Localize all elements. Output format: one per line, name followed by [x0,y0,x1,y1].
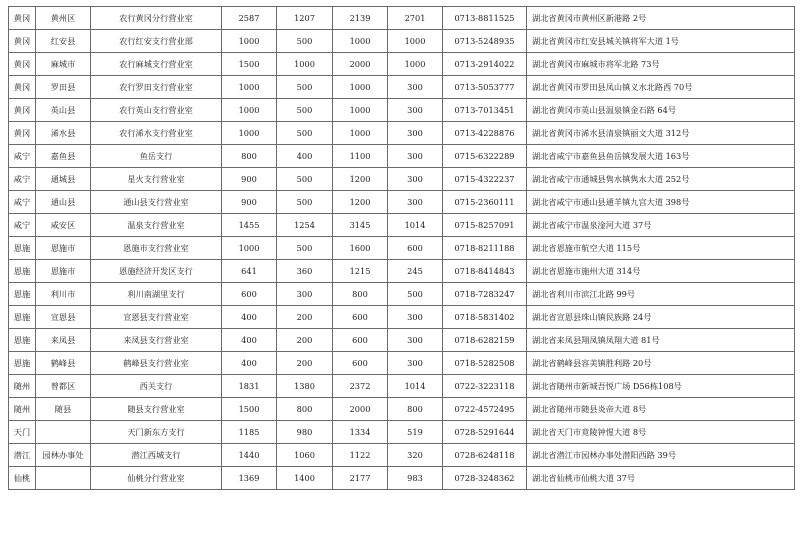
value-1-cell: 1440 [222,444,277,467]
table-row [9,214,795,237]
district-cell: 鹤峰县 [36,352,91,375]
city-cell: 天门 [9,421,36,444]
district-cell: 随县 [36,398,91,421]
branch-name-cell: 宣恩县支行营业室 [91,306,222,329]
value-2-cell: 400 [277,145,333,168]
table-row [9,191,795,214]
table-row [9,145,795,168]
value-3-cell: 1600 [333,237,388,260]
city-cell: 咸宁 [9,191,36,214]
value-3-cell: 1000 [333,76,388,99]
district-cell: 来凤县 [36,329,91,352]
value-3-cell: 2139 [333,7,388,30]
city-cell: 恩施 [9,329,36,352]
address-cell: 湖北省利川市滨江北路 99号 [527,283,795,306]
address-cell: 湖北省咸宁市温泉淦河大道 37号 [527,214,795,237]
value-2-cell: 200 [277,306,333,329]
value-1-cell: 400 [222,352,277,375]
branch-name-cell: 星火支行营业室 [91,168,222,191]
value-2-cell: 500 [277,30,333,53]
value-3-cell: 800 [333,283,388,306]
table-row [9,398,795,421]
district-cell: 嘉鱼县 [36,145,91,168]
city-cell: 黄冈 [9,7,36,30]
value-3-cell: 1200 [333,191,388,214]
district-cell: 园林办事处 [36,444,91,467]
value-4-cell: 1000 [388,53,443,76]
address-cell: 湖北省咸宁市通城县隽水镇隽水大道 252号 [527,168,795,191]
phone-cell: 0718-8414843 [443,260,527,283]
value-2-cell: 1060 [277,444,333,467]
city-cell: 随州 [9,375,36,398]
branch-name-cell: 恩施市支行营业室 [91,237,222,260]
value-2-cell: 1000 [277,53,333,76]
phone-cell: 0715-8257091 [443,214,527,237]
value-4-cell: 983 [388,467,443,490]
value-1-cell: 1000 [222,30,277,53]
value-4-cell: 245 [388,260,443,283]
city-cell: 咸宁 [9,214,36,237]
phone-cell: 0715-6322289 [443,145,527,168]
value-1-cell: 800 [222,145,277,168]
phone-cell: 0713-8811525 [443,7,527,30]
value-4-cell: 300 [388,168,443,191]
district-cell: 咸安区 [36,214,91,237]
address-cell: 湖北省黄冈市英山县温泉镇金石路 64号 [527,99,795,122]
address-cell: 湖北省恩施市施州大道 314号 [527,260,795,283]
branch-name-cell: 潜江西城支行 [91,444,222,467]
value-3-cell: 2000 [333,398,388,421]
value-3-cell: 2372 [333,375,388,398]
branch-table [8,6,795,490]
value-1-cell: 1000 [222,99,277,122]
value-1-cell: 1000 [222,237,277,260]
table-row [9,306,795,329]
city-cell: 仙桃 [9,467,36,490]
branch-name-cell: 通山县支行营业室 [91,191,222,214]
district-cell: 黄州区 [36,7,91,30]
branch-name-cell: 随县支行营业室 [91,398,222,421]
table-row [9,237,795,260]
value-2-cell: 500 [277,237,333,260]
city-cell: 黄冈 [9,30,36,53]
branch-name-cell: 鱼岳支行 [91,145,222,168]
table-row [9,30,795,53]
value-1-cell: 400 [222,306,277,329]
value-4-cell: 600 [388,237,443,260]
address-cell: 湖北省咸宁市嘉鱼县鱼岳镇发展大道 163号 [527,145,795,168]
value-4-cell: 1000 [388,30,443,53]
city-cell: 黄冈 [9,76,36,99]
city-cell: 恩施 [9,306,36,329]
city-cell: 咸宁 [9,168,36,191]
value-3-cell: 1215 [333,260,388,283]
value-2-cell: 1400 [277,467,333,490]
branch-name-cell: 农行红安支行营业部 [91,30,222,53]
table-row [9,168,795,191]
city-cell: 黄冈 [9,122,36,145]
document-page [8,6,795,490]
value-1-cell: 1500 [222,53,277,76]
address-cell: 湖北省黄冈市麻城市将军北路 73号 [527,53,795,76]
table-row [9,260,795,283]
phone-cell: 0728-3248362 [443,467,527,490]
address-cell: 湖北省宣恩县珠山镇民族路 24号 [527,306,795,329]
table-body [9,7,795,490]
phone-cell: 0728-6248118 [443,444,527,467]
value-1-cell: 1000 [222,76,277,99]
value-1-cell: 900 [222,191,277,214]
branch-name-cell: 农行黄冈分行营业室 [91,7,222,30]
city-cell: 随州 [9,398,36,421]
city-cell: 恩施 [9,352,36,375]
table-row [9,329,795,352]
branch-name-cell: 利川南湖里支行 [91,283,222,306]
phone-cell: 0713-5053777 [443,76,527,99]
value-3-cell: 1122 [333,444,388,467]
value-3-cell: 600 [333,352,388,375]
value-2-cell: 800 [277,398,333,421]
district-cell: 利川市 [36,283,91,306]
city-cell: 咸宁 [9,145,36,168]
address-cell: 湖北省黄冈市黄州区新港路 2号 [527,7,795,30]
phone-cell: 0718-5831402 [443,306,527,329]
branch-name-cell: 农行浠水支行营业室 [91,122,222,145]
phone-cell: 0718-5282508 [443,352,527,375]
table-row [9,99,795,122]
table-row [9,421,795,444]
value-2-cell: 1207 [277,7,333,30]
phone-cell: 0728-5291644 [443,421,527,444]
branch-name-cell: 西关支行 [91,375,222,398]
value-4-cell: 800 [388,398,443,421]
value-3-cell: 1000 [333,99,388,122]
phone-cell: 0713-2914022 [443,53,527,76]
phone-cell: 0713-5248935 [443,30,527,53]
address-cell: 湖北省天门市竟陵钟惺大道 8号 [527,421,795,444]
value-1-cell: 1000 [222,122,277,145]
value-1-cell: 2587 [222,7,277,30]
address-cell: 湖北省咸宁市通山县通羊镇九宫大道 398号 [527,191,795,214]
value-2-cell: 500 [277,99,333,122]
value-4-cell: 519 [388,421,443,444]
phone-cell: 0718-6282159 [443,329,527,352]
address-cell: 湖北省黄冈市浠水县清泉镇丽文大道 312号 [527,122,795,145]
table-row [9,375,795,398]
value-4-cell: 1014 [388,375,443,398]
city-cell: 恩施 [9,237,36,260]
address-cell: 湖北省黄冈市罗田县凤山镇义水北路西 70号 [527,76,795,99]
value-3-cell: 1334 [333,421,388,444]
value-1-cell: 1369 [222,467,277,490]
district-cell [36,421,91,444]
table-row [9,283,795,306]
value-3-cell: 1200 [333,168,388,191]
table-row [9,444,795,467]
value-3-cell: 2000 [333,53,388,76]
value-1-cell: 900 [222,168,277,191]
phone-cell: 0722-3223118 [443,375,527,398]
district-cell: 通城县 [36,168,91,191]
branch-name-cell: 鹤峰县支行营业室 [91,352,222,375]
value-2-cell: 500 [277,191,333,214]
branch-name-cell: 恩施经济开发区支行 [91,260,222,283]
value-1-cell: 1500 [222,398,277,421]
address-cell: 湖北省来凤县翔凤镇凤翔大道 81号 [527,329,795,352]
address-cell: 湖北省恩施市航空大道 115号 [527,237,795,260]
value-4-cell: 300 [388,352,443,375]
value-3-cell: 2177 [333,467,388,490]
branch-name-cell: 农行英山支行营业室 [91,99,222,122]
table-row [9,122,795,145]
value-1-cell: 1831 [222,375,277,398]
value-3-cell: 600 [333,306,388,329]
value-4-cell: 320 [388,444,443,467]
table-row [9,467,795,490]
district-cell: 恩施市 [36,237,91,260]
branch-name-cell: 天门新东方支行 [91,421,222,444]
branch-name-cell: 温泉支行营业室 [91,214,222,237]
value-1-cell: 1455 [222,214,277,237]
branch-name-cell: 农行麻城支行营业室 [91,53,222,76]
city-cell: 恩施 [9,283,36,306]
phone-cell: 0722-4572495 [443,398,527,421]
value-4-cell: 300 [388,122,443,145]
value-1-cell: 400 [222,329,277,352]
city-cell: 黄冈 [9,53,36,76]
value-1-cell: 600 [222,283,277,306]
address-cell: 湖北省随州市随县炎帝大道 8号 [527,398,795,421]
address-cell: 湖北省鹤峰县容美镇胜利路 20号 [527,352,795,375]
phone-cell: 0715-4322237 [443,168,527,191]
value-2-cell: 500 [277,168,333,191]
value-4-cell: 2701 [388,7,443,30]
value-2-cell: 360 [277,260,333,283]
address-cell: 湖北省黄冈市红安县城关镇将军大道 1号 [527,30,795,53]
value-4-cell: 1014 [388,214,443,237]
value-4-cell: 300 [388,329,443,352]
value-3-cell: 3145 [333,214,388,237]
value-3-cell: 1000 [333,122,388,145]
district-cell [36,467,91,490]
phone-cell: 0718-8211188 [443,237,527,260]
district-cell: 罗田县 [36,76,91,99]
branch-name-cell: 仙桃分行营业室 [91,467,222,490]
district-cell: 宣恩县 [36,306,91,329]
value-4-cell: 300 [388,99,443,122]
value-2-cell: 200 [277,329,333,352]
value-4-cell: 300 [388,191,443,214]
value-4-cell: 300 [388,306,443,329]
phone-cell: 0713-7013451 [443,99,527,122]
table-row [9,53,795,76]
value-2-cell: 1254 [277,214,333,237]
table-row [9,76,795,99]
city-cell: 潜江 [9,444,36,467]
address-cell: 湖北省随州市新城吾悦广场 D56栋108号 [527,375,795,398]
value-4-cell: 300 [388,76,443,99]
district-cell: 曾都区 [36,375,91,398]
district-cell: 恩施市 [36,260,91,283]
value-2-cell: 500 [277,76,333,99]
value-3-cell: 1000 [333,30,388,53]
phone-cell: 0718-7283247 [443,283,527,306]
branch-name-cell: 来凤县支行营业室 [91,329,222,352]
district-cell: 麻城市 [36,53,91,76]
value-2-cell: 500 [277,122,333,145]
district-cell: 浠水县 [36,122,91,145]
address-cell: 湖北省仙桃市仙桃大道 37号 [527,467,795,490]
value-1-cell: 641 [222,260,277,283]
phone-cell: 0715-2360111 [443,191,527,214]
city-cell: 恩施 [9,260,36,283]
branch-name-cell: 农行罗田支行营业室 [91,76,222,99]
district-cell: 通山县 [36,191,91,214]
value-1-cell: 1185 [222,421,277,444]
city-cell: 黄冈 [9,99,36,122]
value-2-cell: 300 [277,283,333,306]
value-4-cell: 500 [388,283,443,306]
value-2-cell: 200 [277,352,333,375]
table-row [9,352,795,375]
value-2-cell: 980 [277,421,333,444]
district-cell: 英山县 [36,99,91,122]
value-3-cell: 1100 [333,145,388,168]
value-2-cell: 1380 [277,375,333,398]
table-row [9,7,795,30]
phone-cell: 0713-4228876 [443,122,527,145]
value-4-cell: 300 [388,145,443,168]
value-3-cell: 600 [333,329,388,352]
district-cell: 红安县 [36,30,91,53]
address-cell: 湖北省潜江市园林办事处潜阳西路 39号 [527,444,795,467]
